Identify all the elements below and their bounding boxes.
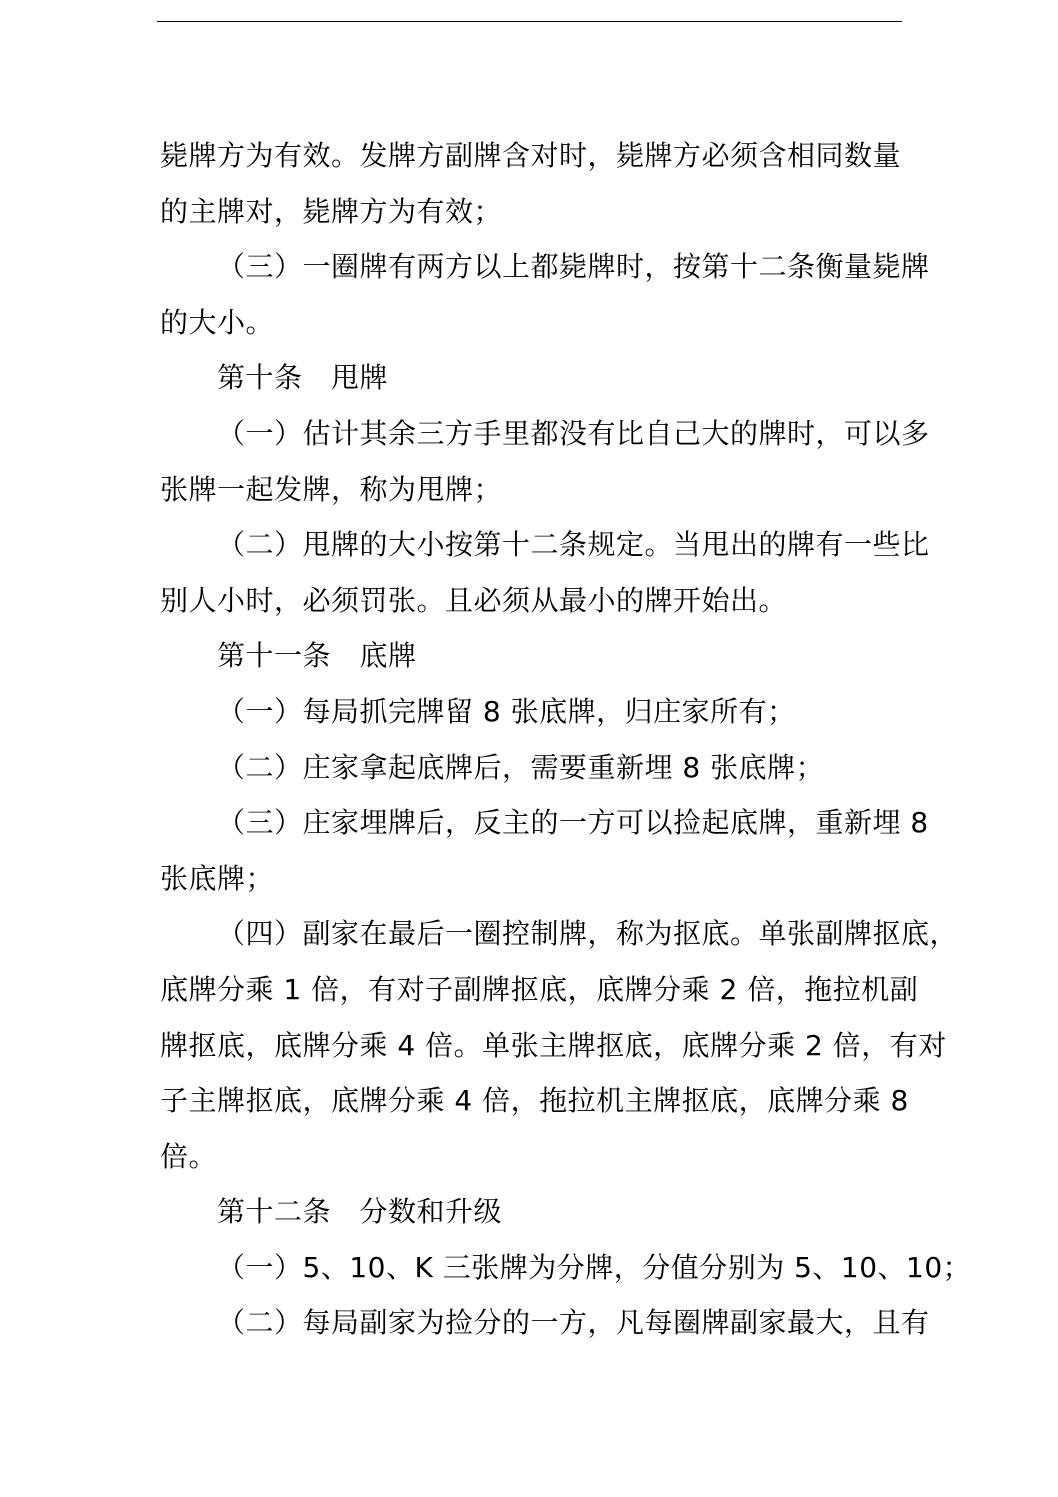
text-line: 的大小。 bbox=[160, 305, 275, 339]
section-heading: 第十条 甩牌 bbox=[217, 361, 389, 395]
text-line: （一）每局抓完牌留 8 张底牌，归庄家所有； bbox=[217, 694, 796, 728]
text-line: （一）估计其余三方手里都没有比自己大的牌时，可以多 bbox=[217, 416, 930, 450]
section-heading: 第十一条 底牌 bbox=[217, 639, 417, 673]
text-line: （二）每局副家为捡分的一方，凡每圈牌副家最大，且有 bbox=[217, 1306, 930, 1340]
text-line: 张牌一起发牌，称为甩牌； bbox=[160, 472, 503, 506]
text-line: 牌抠底，底牌分乘 4 倍。单张主牌抠底，底牌分乘 2 倍，有对 bbox=[160, 1028, 947, 1062]
header-rule bbox=[157, 21, 902, 22]
text-line: （二）庄家拿起底牌后，需要重新埋 8 张底牌； bbox=[217, 750, 825, 784]
text-line: 底牌分乘 1 倍，有对子副牌抠底，底牌分乘 2 倍，拖拉机副 bbox=[160, 972, 919, 1006]
document-body bbox=[160, 128, 972, 1351]
text-line: 别人小时，必须罚张。且必须从最小的牌开始出。 bbox=[160, 583, 788, 617]
text-line: （一）5、10、K 三张牌为分牌，分值分别为 5、10、10； bbox=[217, 1250, 972, 1284]
text-line: 子主牌抠底，底牌分乘 4 倍，拖拉机主牌抠底，底牌分乘 8 bbox=[160, 1084, 909, 1118]
text-line: （三）一圈牌有两方以上都毙牌时，按第十二条衡量毙牌 bbox=[217, 250, 930, 284]
text-line: （二）甩牌的大小按第十二条规定。当甩出的牌有一些比 bbox=[217, 528, 930, 562]
text-line: 倍。 bbox=[160, 1139, 218, 1173]
section-heading: 第十二条 分数和升级 bbox=[217, 1195, 503, 1229]
text-line: 毙牌方为有效。发牌方副牌含对时，毙牌方必须含相同数量 bbox=[160, 139, 902, 172]
text-line: 的主牌对，毙牌方为有效； bbox=[160, 194, 503, 228]
text-line: 张底牌； bbox=[160, 861, 275, 895]
text-line: （四）副家在最后一圈控制牌，称为抠底。单张副牌抠底， bbox=[217, 917, 959, 951]
text-line: （三）庄家埋牌后，反主的一方可以捡起底牌，重新埋 8 bbox=[217, 806, 929, 840]
